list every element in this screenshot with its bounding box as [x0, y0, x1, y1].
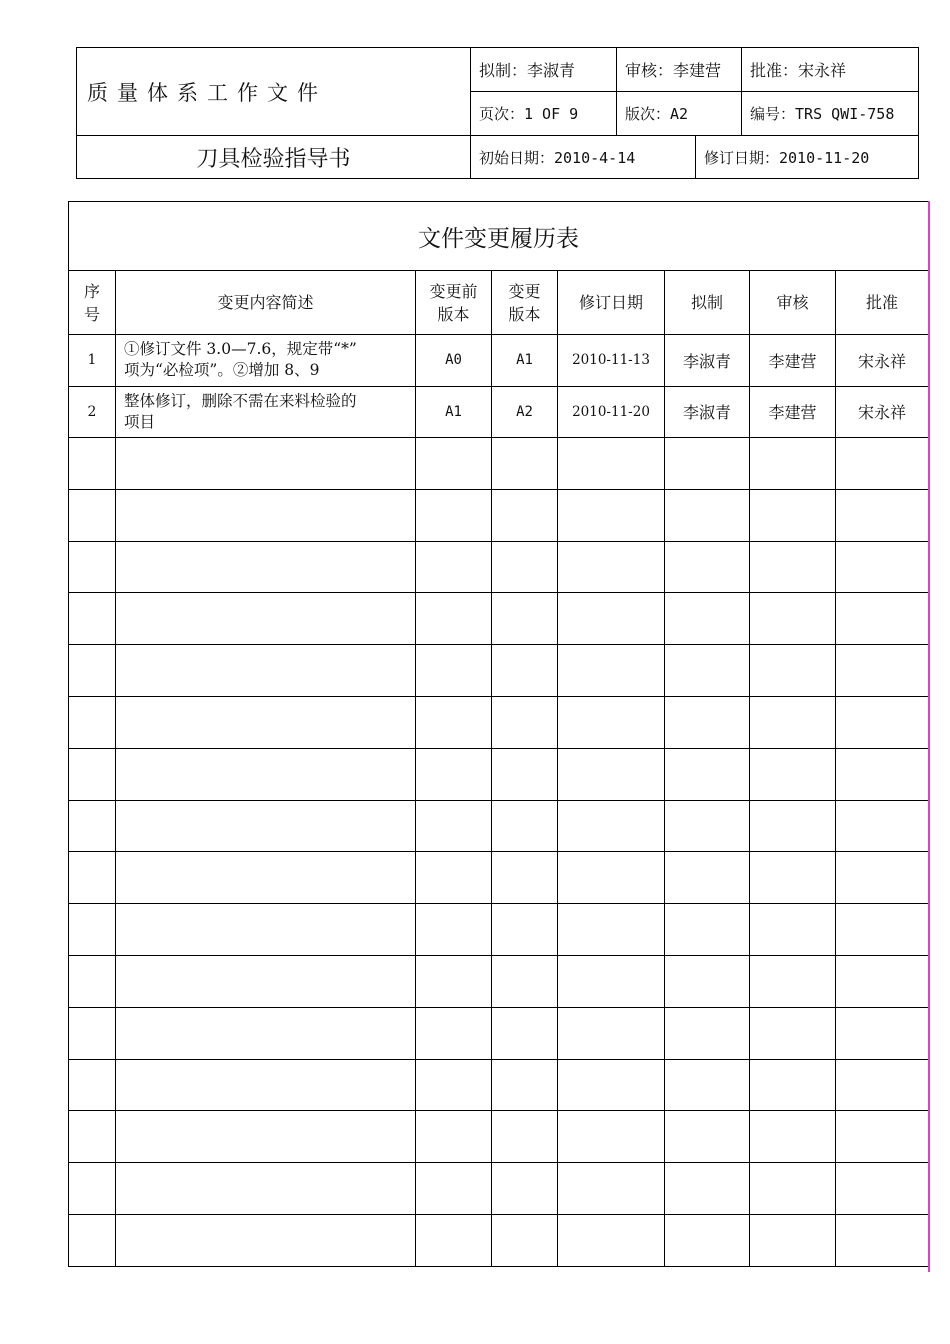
empty-cell: [665, 1007, 750, 1059]
page-edge-line: [928, 201, 930, 1272]
col-prepared: 拟制: [665, 271, 750, 335]
empty-cell: [116, 800, 416, 852]
row-prev-version: A0: [416, 335, 492, 387]
row-new-version: A2: [492, 386, 558, 438]
empty-cell: [750, 593, 836, 645]
empty-cell: [416, 645, 492, 697]
empty-cell: [836, 645, 929, 697]
empty-cell: [492, 645, 558, 697]
empty-cell: [69, 645, 116, 697]
empty-cell: [69, 800, 116, 852]
empty-cell: [116, 489, 416, 541]
empty-table-row: [69, 1111, 929, 1163]
empty-cell: [492, 541, 558, 593]
empty-cell: [836, 696, 929, 748]
row-description: ①修订文件 3.0—7.6，规定带“*” 项为“必检项”。②增加 8、9: [116, 335, 416, 387]
empty-cell: [750, 438, 836, 490]
empty-rows: [69, 438, 929, 1267]
empty-cell: [558, 748, 665, 800]
empty-cell: [69, 1059, 116, 1111]
empty-cell: [836, 1111, 929, 1163]
empty-cell: [665, 1163, 750, 1215]
empty-cell: [665, 800, 750, 852]
page-count: 页次：1 OF 9: [471, 92, 617, 136]
empty-cell: [69, 748, 116, 800]
empty-cell: [750, 645, 836, 697]
empty-cell: [492, 852, 558, 904]
col-approved: 批准: [836, 271, 929, 335]
approved-by: 批准：宋永祥: [742, 48, 919, 92]
empty-cell: [665, 852, 750, 904]
empty-cell: [558, 852, 665, 904]
empty-cell: [116, 1214, 416, 1266]
empty-cell: [416, 1059, 492, 1111]
system-title: 质量体系工作文件: [77, 48, 471, 136]
empty-cell: [416, 748, 492, 800]
row-approved: 宋永祥: [836, 335, 929, 387]
empty-cell: [492, 489, 558, 541]
empty-cell: [558, 541, 665, 593]
reviewed-by: 审核：李建营: [617, 48, 742, 92]
empty-table-row: [69, 748, 929, 800]
empty-cell: [558, 1059, 665, 1111]
col-reviewed: 审核: [750, 271, 836, 335]
empty-cell: [558, 955, 665, 1007]
empty-cell: [750, 541, 836, 593]
empty-cell: [558, 489, 665, 541]
empty-cell: [750, 904, 836, 956]
empty-cell: [750, 489, 836, 541]
empty-cell: [416, 1214, 492, 1266]
revision-date: 修订日期：2010-11-20: [696, 136, 919, 179]
empty-cell: [665, 541, 750, 593]
empty-cell: [836, 800, 929, 852]
empty-table-row: [69, 1059, 929, 1111]
empty-cell: [665, 645, 750, 697]
row-approved: 宋永祥: [836, 386, 929, 438]
row-description: 整体修订，删除不需在来料检验的 项目: [116, 386, 416, 438]
version: 版次：A2: [617, 92, 742, 136]
empty-cell: [558, 1007, 665, 1059]
empty-cell: [558, 1214, 665, 1266]
empty-cell: [116, 955, 416, 1007]
empty-table-row: [69, 800, 929, 852]
empty-table-row: [69, 1007, 929, 1059]
empty-cell: [416, 489, 492, 541]
document-title: 刀具检验指导书: [77, 136, 471, 179]
empty-table-row: [69, 696, 929, 748]
empty-cell: [665, 696, 750, 748]
empty-cell: [69, 852, 116, 904]
empty-cell: [665, 904, 750, 956]
empty-table-row: [69, 852, 929, 904]
document-code: 编号：TRS QWI-758: [742, 92, 919, 136]
empty-cell: [69, 438, 116, 490]
empty-cell: [116, 1163, 416, 1215]
empty-cell: [116, 852, 416, 904]
empty-cell: [665, 1059, 750, 1111]
empty-cell: [116, 904, 416, 956]
initial-date: 初始日期：2010-4-14: [471, 136, 696, 179]
empty-cell: [836, 1214, 929, 1266]
empty-cell: [492, 955, 558, 1007]
empty-cell: [492, 1059, 558, 1111]
empty-cell: [836, 748, 929, 800]
empty-cell: [492, 1111, 558, 1163]
empty-cell: [69, 696, 116, 748]
empty-cell: [116, 593, 416, 645]
empty-cell: [492, 904, 558, 956]
empty-cell: [558, 800, 665, 852]
empty-cell: [750, 1007, 836, 1059]
empty-cell: [116, 1059, 416, 1111]
change-history-table: [68, 201, 929, 1267]
table-row: [69, 386, 929, 438]
empty-cell: [492, 1007, 558, 1059]
row-reviewed: 李建营: [750, 386, 836, 438]
col-revision-date: 修订日期: [558, 271, 665, 335]
empty-cell: [69, 955, 116, 1007]
empty-cell: [836, 904, 929, 956]
prepared-by: 拟制：李淑青: [471, 48, 617, 92]
empty-cell: [836, 852, 929, 904]
empty-cell: [416, 1111, 492, 1163]
empty-table-row: [69, 438, 929, 490]
empty-cell: [492, 1163, 558, 1215]
empty-cell: [836, 955, 929, 1007]
empty-cell: [116, 748, 416, 800]
empty-cell: [558, 1163, 665, 1215]
empty-cell: [416, 904, 492, 956]
empty-cell: [558, 904, 665, 956]
row-prev-version: A1: [416, 386, 492, 438]
empty-cell: [116, 438, 416, 490]
empty-table-row: [69, 593, 929, 645]
empty-cell: [558, 593, 665, 645]
empty-cell: [416, 800, 492, 852]
col-seq: 序 号: [69, 271, 116, 335]
history-title: 文件变更履历表: [69, 202, 929, 271]
empty-cell: [416, 541, 492, 593]
empty-cell: [558, 696, 665, 748]
empty-cell: [750, 696, 836, 748]
empty-cell: [492, 800, 558, 852]
empty-cell: [116, 645, 416, 697]
empty-cell: [750, 1059, 836, 1111]
empty-cell: [116, 1007, 416, 1059]
empty-cell: [492, 748, 558, 800]
row-date: 2010-11-20: [558, 386, 665, 438]
empty-cell: [750, 1111, 836, 1163]
empty-cell: [69, 1214, 116, 1266]
col-prev-version: 变更前 版本: [416, 271, 492, 335]
empty-cell: [69, 593, 116, 645]
empty-cell: [665, 489, 750, 541]
empty-cell: [416, 593, 492, 645]
empty-cell: [116, 1111, 416, 1163]
document-header: [76, 47, 919, 179]
empty-cell: [416, 1163, 492, 1215]
empty-cell: [665, 1111, 750, 1163]
empty-cell: [750, 852, 836, 904]
empty-table-row: [69, 955, 929, 1007]
empty-cell: [416, 955, 492, 1007]
empty-cell: [416, 696, 492, 748]
empty-cell: [836, 593, 929, 645]
empty-cell: [836, 541, 929, 593]
empty-table-row: [69, 489, 929, 541]
empty-cell: [69, 489, 116, 541]
empty-cell: [116, 696, 416, 748]
empty-cell: [750, 1214, 836, 1266]
empty-cell: [750, 800, 836, 852]
empty-cell: [665, 1214, 750, 1266]
empty-cell: [69, 904, 116, 956]
col-description: 变更内容简述: [116, 271, 416, 335]
empty-cell: [69, 541, 116, 593]
empty-table-row: [69, 645, 929, 697]
empty-cell: [750, 1163, 836, 1215]
empty-cell: [836, 1059, 929, 1111]
col-new-version: 变更 版本: [492, 271, 558, 335]
empty-cell: [69, 1007, 116, 1059]
row-reviewed: 李建营: [750, 335, 836, 387]
row-prepared: 李淑青: [665, 386, 750, 438]
empty-cell: [836, 489, 929, 541]
table-row: [69, 335, 929, 387]
row-date: 2010-11-13: [558, 335, 665, 387]
empty-cell: [750, 955, 836, 1007]
empty-table-row: [69, 1214, 929, 1266]
empty-cell: [492, 438, 558, 490]
empty-cell: [416, 1007, 492, 1059]
empty-table-row: [69, 1163, 929, 1215]
empty-cell: [750, 748, 836, 800]
empty-cell: [416, 438, 492, 490]
row-seq: 1: [69, 335, 116, 387]
empty-cell: [836, 438, 929, 490]
empty-cell: [558, 1111, 665, 1163]
empty-cell: [665, 438, 750, 490]
empty-cell: [69, 1111, 116, 1163]
column-header-row: [69, 271, 929, 335]
empty-cell: [836, 1163, 929, 1215]
empty-cell: [665, 748, 750, 800]
empty-cell: [492, 696, 558, 748]
empty-cell: [492, 593, 558, 645]
empty-cell: [492, 1214, 558, 1266]
empty-cell: [665, 955, 750, 1007]
empty-cell: [69, 1163, 116, 1215]
empty-cell: [558, 438, 665, 490]
empty-cell: [558, 645, 665, 697]
row-new-version: A1: [492, 335, 558, 387]
empty-cell: [836, 1007, 929, 1059]
empty-table-row: [69, 904, 929, 956]
empty-cell: [665, 593, 750, 645]
row-seq: 2: [69, 386, 116, 438]
empty-cell: [416, 852, 492, 904]
empty-cell: [116, 541, 416, 593]
row-prepared: 李淑青: [665, 335, 750, 387]
empty-table-row: [69, 541, 929, 593]
